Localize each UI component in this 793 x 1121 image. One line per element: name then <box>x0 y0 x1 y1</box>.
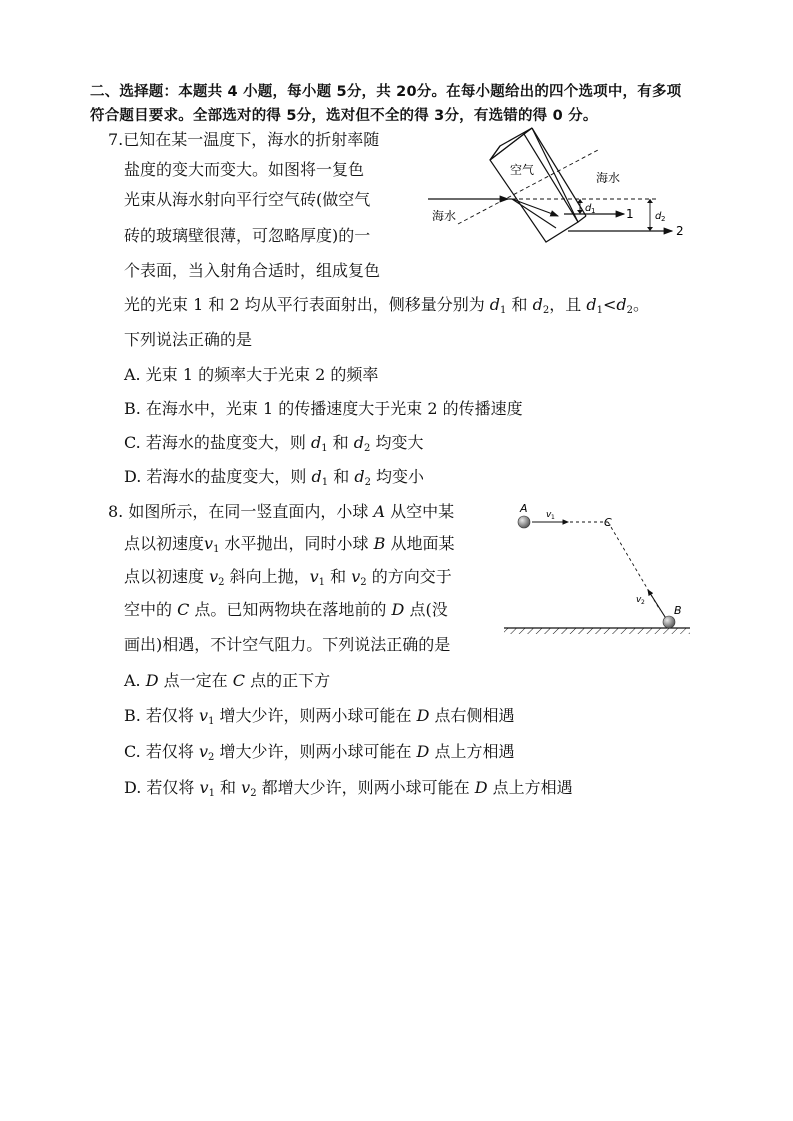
svg-text:1: 1 <box>591 207 596 215</box>
label-beam-1: 1 <box>626 207 634 221</box>
q7-stem-line-4: 砖的玻璃壁很薄，可忽略厚度)的一 <box>124 226 371 245</box>
q7-stem-line-3: 光束从海水射向平行空气砖(做空气 <box>124 190 371 209</box>
q8-stem-line-2: 点以初速度$v_1$ 水平抛出，同时小球 B 从地面某 <box>124 534 455 555</box>
ball-a <box>518 516 530 528</box>
q8-option-a[interactable]: A. D 点一定在 C 点的正下方 <box>124 671 331 690</box>
section-header <box>90 80 710 128</box>
q7-option-b[interactable]: B. 在海水中，光束 1 的传播速度大于光束 2 的传播速度 <box>124 399 523 418</box>
v2-arrow <box>648 590 667 620</box>
q8-option-d[interactable]: D. 若仅将 $v_1$ 和 $v_2$ 都增大少许，则两小球可能在 D 点上方相遇 <box>124 778 573 799</box>
ground-hatch <box>504 628 690 634</box>
q8-stem-line-4: 空中的 C 点。已知两物块在落地前的 D 点(没 <box>124 600 448 619</box>
q8-option-c[interactable]: C. 若仅将 $v_2$ 增大少许，则两小球可能在 D 点上方相遇 <box>124 742 515 763</box>
label-beam-2: 2 <box>676 224 684 238</box>
label-v1: v <box>546 510 552 520</box>
q7-stem-line-6: 光的光束 1 和 2 均从平行表面射出，侧移量分别为 $d_1$ 和 $d_2$，且 $d_1<d_2$。 <box>124 295 649 316</box>
label-c: C <box>604 516 612 529</box>
label-b: B <box>674 604 682 617</box>
section-header-line-1: 二、选择题：本题共 4 小题，每小题 5分，共 20分。在每小题给出的四个选项中，有多项 <box>90 84 682 100</box>
section-header-line-2: 符合题目要求。全部选对的得 5分，选对但不全的得 3分，有选错的得 0 分。 <box>90 108 598 124</box>
label-air: 空气 <box>510 163 535 177</box>
label-sea-left: 海水 <box>432 209 457 223</box>
q7-stem-line-2: 盐度的变大而变大。如图将一复色 <box>124 160 365 179</box>
label-d1: d <box>585 203 592 214</box>
normal-line <box>458 150 598 224</box>
q7-option-a[interactable]: A. 光束 1 的频率大于光束 2 的频率 <box>124 365 379 384</box>
q7-stem-line-5: 个表面，当入射角合适时，组成复色 <box>124 261 381 280</box>
q7-option-d[interactable]: D. 若海水的盐度变大，则 $d_1$ 和 $d_2$ 均变小 <box>124 467 425 488</box>
q8-stem-line-5: 画出)相遇，不计空气阻力。下列说法正确的是 <box>124 635 451 654</box>
label-d2: d <box>655 211 662 222</box>
q7-figure-air-brick <box>428 124 698 248</box>
air-brick-shape <box>490 128 586 242</box>
svg-text:2: 2 <box>661 215 666 223</box>
label-a: A <box>520 502 528 515</box>
label-v2: v <box>636 595 642 605</box>
q8-stem-line-1: 8. 如图所示，在同一竖直面内，小球 A 从空中某 <box>108 502 455 521</box>
q8-figure-projectiles <box>500 500 692 640</box>
svg-text:1: 1 <box>551 514 555 521</box>
q8-stem-line-3: 点以初速度 $v_2$ 斜向上抛，$v_1$ 和 $v_2$ 的方向交于 <box>124 567 452 588</box>
label-sea-right: 海水 <box>596 171 621 185</box>
q7-stem-line-1: 7.已知在某一温度下，海水的折射率随 <box>108 130 380 149</box>
q7-stem-end: 下列说法正确的是 <box>124 330 253 349</box>
ball-b <box>663 616 675 628</box>
svg-text:2: 2 <box>641 599 645 606</box>
q7-option-c[interactable]: C. 若海水的盐度变大，则 $d_1$ 和 $d_2$ 均变大 <box>124 433 424 454</box>
q8-option-b[interactable]: B. 若仅将 $v_1$ 增大少许，则两小球可能在 D 点右侧相遇 <box>124 706 515 727</box>
